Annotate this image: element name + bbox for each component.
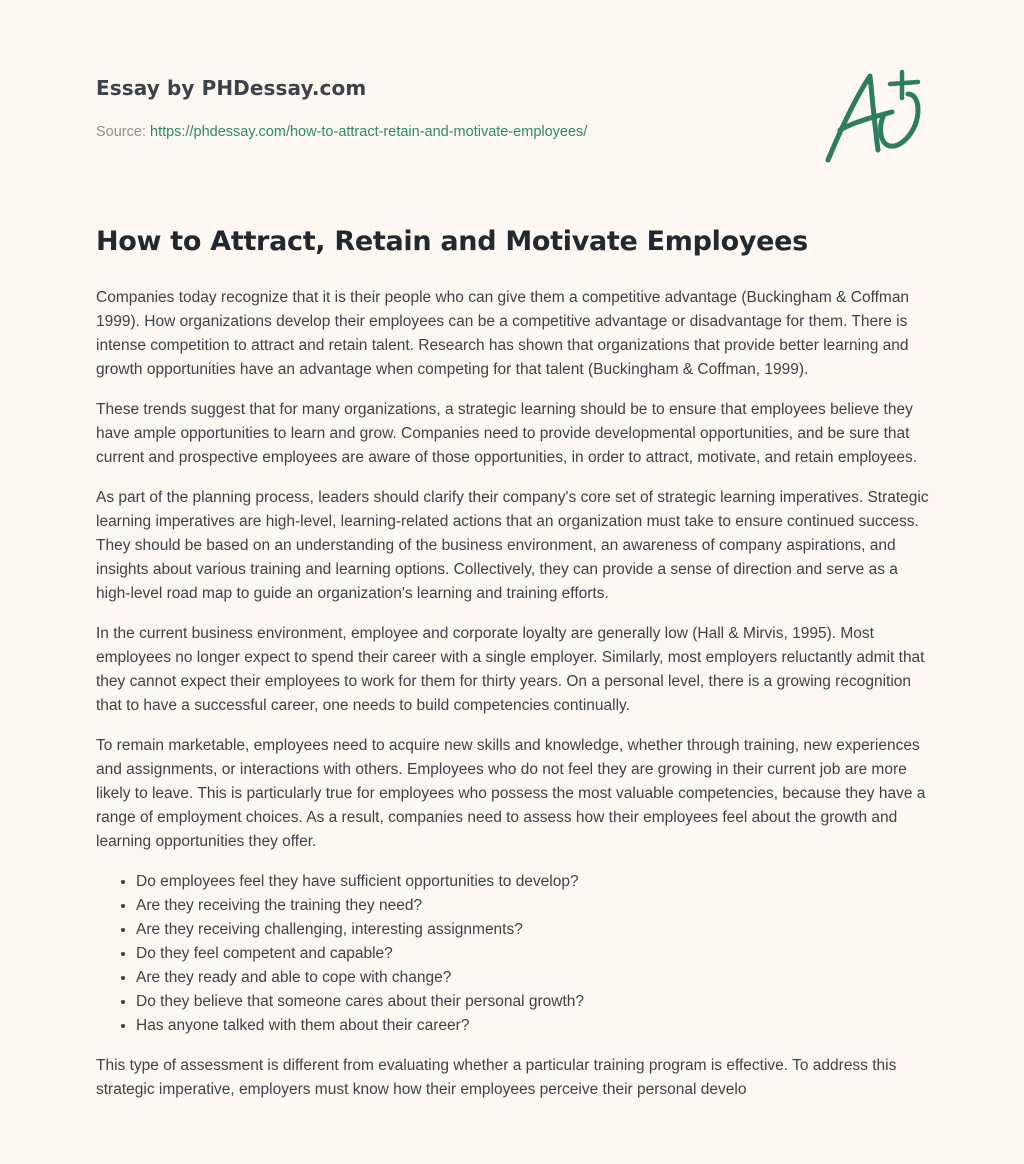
list-item: • Are they ready and able to cope with change? [136, 966, 936, 990]
list-item: • Do they feel competent and capable? [136, 942, 936, 966]
source-link[interactable]: https://phdessay.com/how-to-attract-retain-and-motivate-employees/ [150, 124, 588, 140]
paragraph: Companies today recognize that it is their people who can give them a competitive advantage (Buckingham & Coffman 1999). How organizations develop their employees can be a competitive advantage or disadvantage for them. There is intense competition to attract and retain talent. Research has shown that organizations that provide better learning and growth opportunities have an advantage when competing for that talent (Buckingham & Coffman, 1999). [96, 289, 910, 378]
question-list [96, 870, 936, 1038]
paragraph: As part of the planning process, leaders should clarify their company's core set of strategic learning imperatives. Strategic learning imperatives are high-level, learning-related actions that an organization must take to ensure continued success. They should be based on an understanding of the business environment, an awareness of company aspirations, and insights about various training and learning options. Collectively, they can provide a sense of direction and serve as a high-level road map to guide an organization's learning and training efforts. [96, 489, 929, 602]
source-line [96, 124, 796, 140]
list-item: • Are they receiving the training they need? [136, 894, 936, 918]
list-item: • Do employees feel they have sufficient opportunities to develop? [136, 870, 936, 894]
source-label: Source: [96, 124, 150, 140]
list-item: • Has anyone talked with them about their career? [136, 1014, 936, 1038]
essay-header [96, 76, 796, 140]
closing-paragraph: This type of assessment is different from evaluating whether a particular training program is effective. To address this strategic imperative, employers must know how their employees perceive their personal develo [96, 1057, 897, 1098]
essay-body [96, 286, 936, 1118]
paragraph: In the current business environment, employee and corporate loyalty are generally low (Hall & Mirvis, 1995). Most employees no longer expect to spend their career with a single employer. Similarly, most employers reluctantly admit that they cannot expect their employees to work for them for thirty years. On a personal level, there is a growing recognition that to have a successful career, one needs to build competencies continually. [96, 625, 925, 714]
paragraph: To remain marketable, employees need to acquire new skills and knowledge, whether through training, new experiences and assignments, or interactions with others. Employees who do not feel they are growing in their current job are more likely to leave. This is particularly true for employees who possess the most valuable competencies, because they have a range of employment choices. As a result, companies need to assess how their employees feel about the growth and learning opportunities they offer. [96, 737, 926, 850]
paragraph: These trends suggest that for many organizations, a strategic learning should be to ensure that employees believe they have ample opportunities to learn and grow. Companies need to provide developmental opportunities, and be sure that current and prospective employees are aware of those opportunities, in order to attract, motivate, and retain employees. [96, 401, 918, 466]
list-item: • Do they believe that someone cares about their personal growth? [136, 990, 936, 1014]
list-item: • Are they receiving challenging, interesting assignments? [136, 918, 936, 942]
essay-title: How to Attract, Retain and Motivate Employees [96, 226, 808, 257]
brand-name: Essay by PHDessay.com [96, 76, 367, 100]
a-plus-logo-icon [818, 64, 930, 168]
